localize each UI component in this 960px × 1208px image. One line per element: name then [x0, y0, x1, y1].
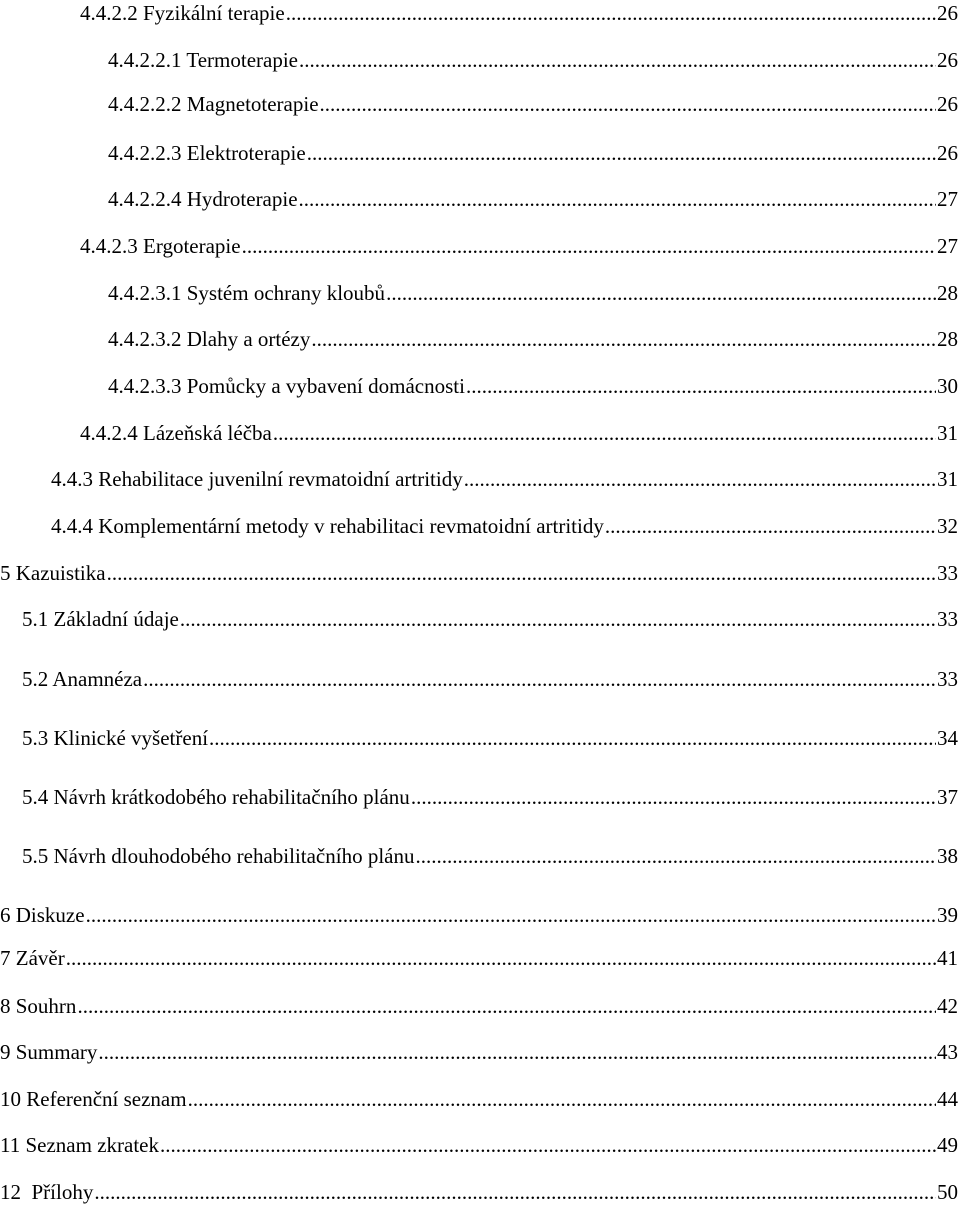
dot-leader: [320, 88, 936, 120]
toc-entry-label: 4.4.2.2.2 Magnetoterapie: [108, 92, 319, 116]
toc-entry-page: 26: [937, 1, 958, 25]
dot-leader: [411, 781, 936, 813]
toc-entry[interactable]: [0, 1176, 960, 1208]
toc-entry[interactable]: [0, 899, 960, 931]
toc-entry[interactable]: [0, 230, 960, 262]
toc-entry-label: 4.4.3 Rehabilitace juvenilní revmatoidní artritidy: [51, 467, 463, 491]
toc-entry[interactable]: [0, 663, 960, 695]
toc-entry-page: 44: [937, 1087, 958, 1111]
toc-entry-label: 4.4.2.3.1 Systém ochrany kloubů: [108, 281, 386, 305]
toc-entry-label: 9 Summary: [0, 1040, 98, 1064]
toc-entry-page: 43: [937, 1040, 958, 1064]
toc-entry-page: 28: [937, 281, 958, 305]
toc-entry-label: 4.4.2.3.2 Dlahy a ortézy: [108, 327, 311, 351]
toc-entry-page: 26: [937, 141, 958, 165]
toc-entry-page: 27: [937, 234, 958, 258]
toc-entry-page: 31: [937, 467, 958, 491]
toc-entry[interactable]: [0, 277, 960, 309]
toc-entry[interactable]: [0, 323, 960, 355]
toc-entry-label: 5.1 Základní údaje: [22, 607, 179, 631]
toc-entry-label: 4.4.2.3 Ergoterapie: [80, 234, 241, 258]
toc-entry[interactable]: [0, 1083, 960, 1115]
toc-entry[interactable]: [0, 840, 960, 872]
dot-leader: [605, 510, 936, 542]
dot-leader: [311, 323, 936, 355]
toc-entry-page: 39: [937, 903, 958, 927]
toc-entry[interactable]: [0, 1036, 960, 1068]
dot-leader: [273, 417, 936, 449]
toc-entry-page: 50: [937, 1180, 958, 1204]
toc-entry[interactable]: [0, 603, 960, 635]
toc-entry[interactable]: [0, 183, 960, 215]
toc-entry[interactable]: [0, 137, 960, 169]
toc-entry-label: 11 Seznam zkratek: [0, 1133, 159, 1157]
toc-entry-page: 37: [937, 785, 958, 809]
toc-entry[interactable]: [0, 0, 960, 29]
toc-entry[interactable]: [0, 781, 960, 813]
toc-entry-label: 4.4.2.4 Lázeňská léčba: [80, 421, 272, 445]
dot-leader: [386, 277, 936, 309]
toc-entry-label: 5.4 Návrh krátkodobého rehabilitačního plánu: [22, 785, 410, 809]
toc-entry-page: 42: [937, 994, 958, 1018]
toc-entry-label: 7 Závěr: [0, 946, 65, 970]
dot-leader: [188, 1083, 936, 1115]
dot-leader: [464, 463, 936, 495]
dot-leader: [66, 942, 936, 974]
toc-entry-label: 10 Referenční seznam: [0, 1087, 187, 1111]
dot-leader: [77, 990, 936, 1022]
dot-leader: [466, 370, 936, 402]
toc-entry-page: 27: [937, 187, 958, 211]
toc-entry-page: 49: [937, 1133, 958, 1157]
dot-leader: [307, 137, 936, 169]
dot-leader: [160, 1129, 936, 1161]
toc-entry-label: 4.4.2.3.3 Pomůcky a vybavení domácnosti: [108, 374, 465, 398]
dot-leader: [416, 840, 937, 872]
dot-leader: [299, 44, 936, 76]
toc-entry[interactable]: [0, 370, 960, 402]
toc-entry-page: 33: [937, 667, 958, 691]
toc-entry-label: 5 Kazuistika: [0, 561, 106, 585]
toc-entry[interactable]: [0, 88, 960, 120]
toc-entry[interactable]: [0, 990, 960, 1022]
toc-entry-page: 32: [937, 514, 958, 538]
toc-entry-page: 26: [937, 48, 958, 72]
toc-entry-page: 41: [937, 946, 958, 970]
toc-entry-page: 30: [937, 374, 958, 398]
toc-entry[interactable]: [0, 942, 960, 974]
toc-entry-page: 34: [937, 726, 958, 750]
toc-entry-page: 26: [937, 92, 958, 116]
toc-entry[interactable]: [0, 557, 960, 589]
toc-entry-label: 5.2 Anamnéza: [22, 667, 143, 691]
toc-entry[interactable]: [0, 463, 960, 495]
toc-entry-page: 33: [937, 561, 958, 585]
dot-leader: [98, 1036, 936, 1068]
toc-entry-label: 5.3 Klinické vyšetření: [22, 726, 209, 750]
dot-leader: [286, 0, 936, 29]
toc-entry-label: 4.4.4 Komplementární metody v rehabilitaci revmatoidní artritidy: [51, 514, 604, 538]
toc-entry[interactable]: [0, 722, 960, 754]
toc-entry-label: 12 Přílohy: [0, 1180, 94, 1204]
toc-entry[interactable]: [0, 417, 960, 449]
dot-leader: [86, 899, 936, 931]
toc-entry-label: 8 Souhrn: [0, 994, 77, 1018]
dot-leader: [180, 603, 936, 635]
toc-entry-label: 4.4.2.2.1 Termoterapie: [108, 48, 299, 72]
toc-entry-label: 4.4.2.2.4 Hydroterapie: [108, 187, 298, 211]
dot-leader: [107, 557, 936, 589]
toc-entry[interactable]: [0, 44, 960, 76]
toc-entry[interactable]: [0, 510, 960, 542]
toc-entry[interactable]: [0, 1129, 960, 1161]
dot-leader: [242, 230, 936, 262]
toc-entry-page: 38: [937, 844, 958, 868]
toc-entry-label: 4.4.2.2.3 Elektroterapie: [108, 141, 306, 165]
dot-leader: [143, 663, 936, 695]
dot-leader: [299, 183, 936, 215]
toc-entry-label: 6 Diskuze: [0, 903, 85, 927]
dot-leader: [209, 722, 936, 754]
dot-leader: [94, 1176, 936, 1208]
toc-entry-label: 5.5 Návrh dlouhodobého rehabilitačního plánu: [22, 844, 415, 868]
toc-entry-page: 31: [937, 421, 958, 445]
toc-entry-page: 28: [937, 327, 958, 351]
toc-entry-label: 4.4.2.2 Fyzikální terapie: [80, 1, 285, 25]
toc-entry-page: 33: [937, 607, 958, 631]
